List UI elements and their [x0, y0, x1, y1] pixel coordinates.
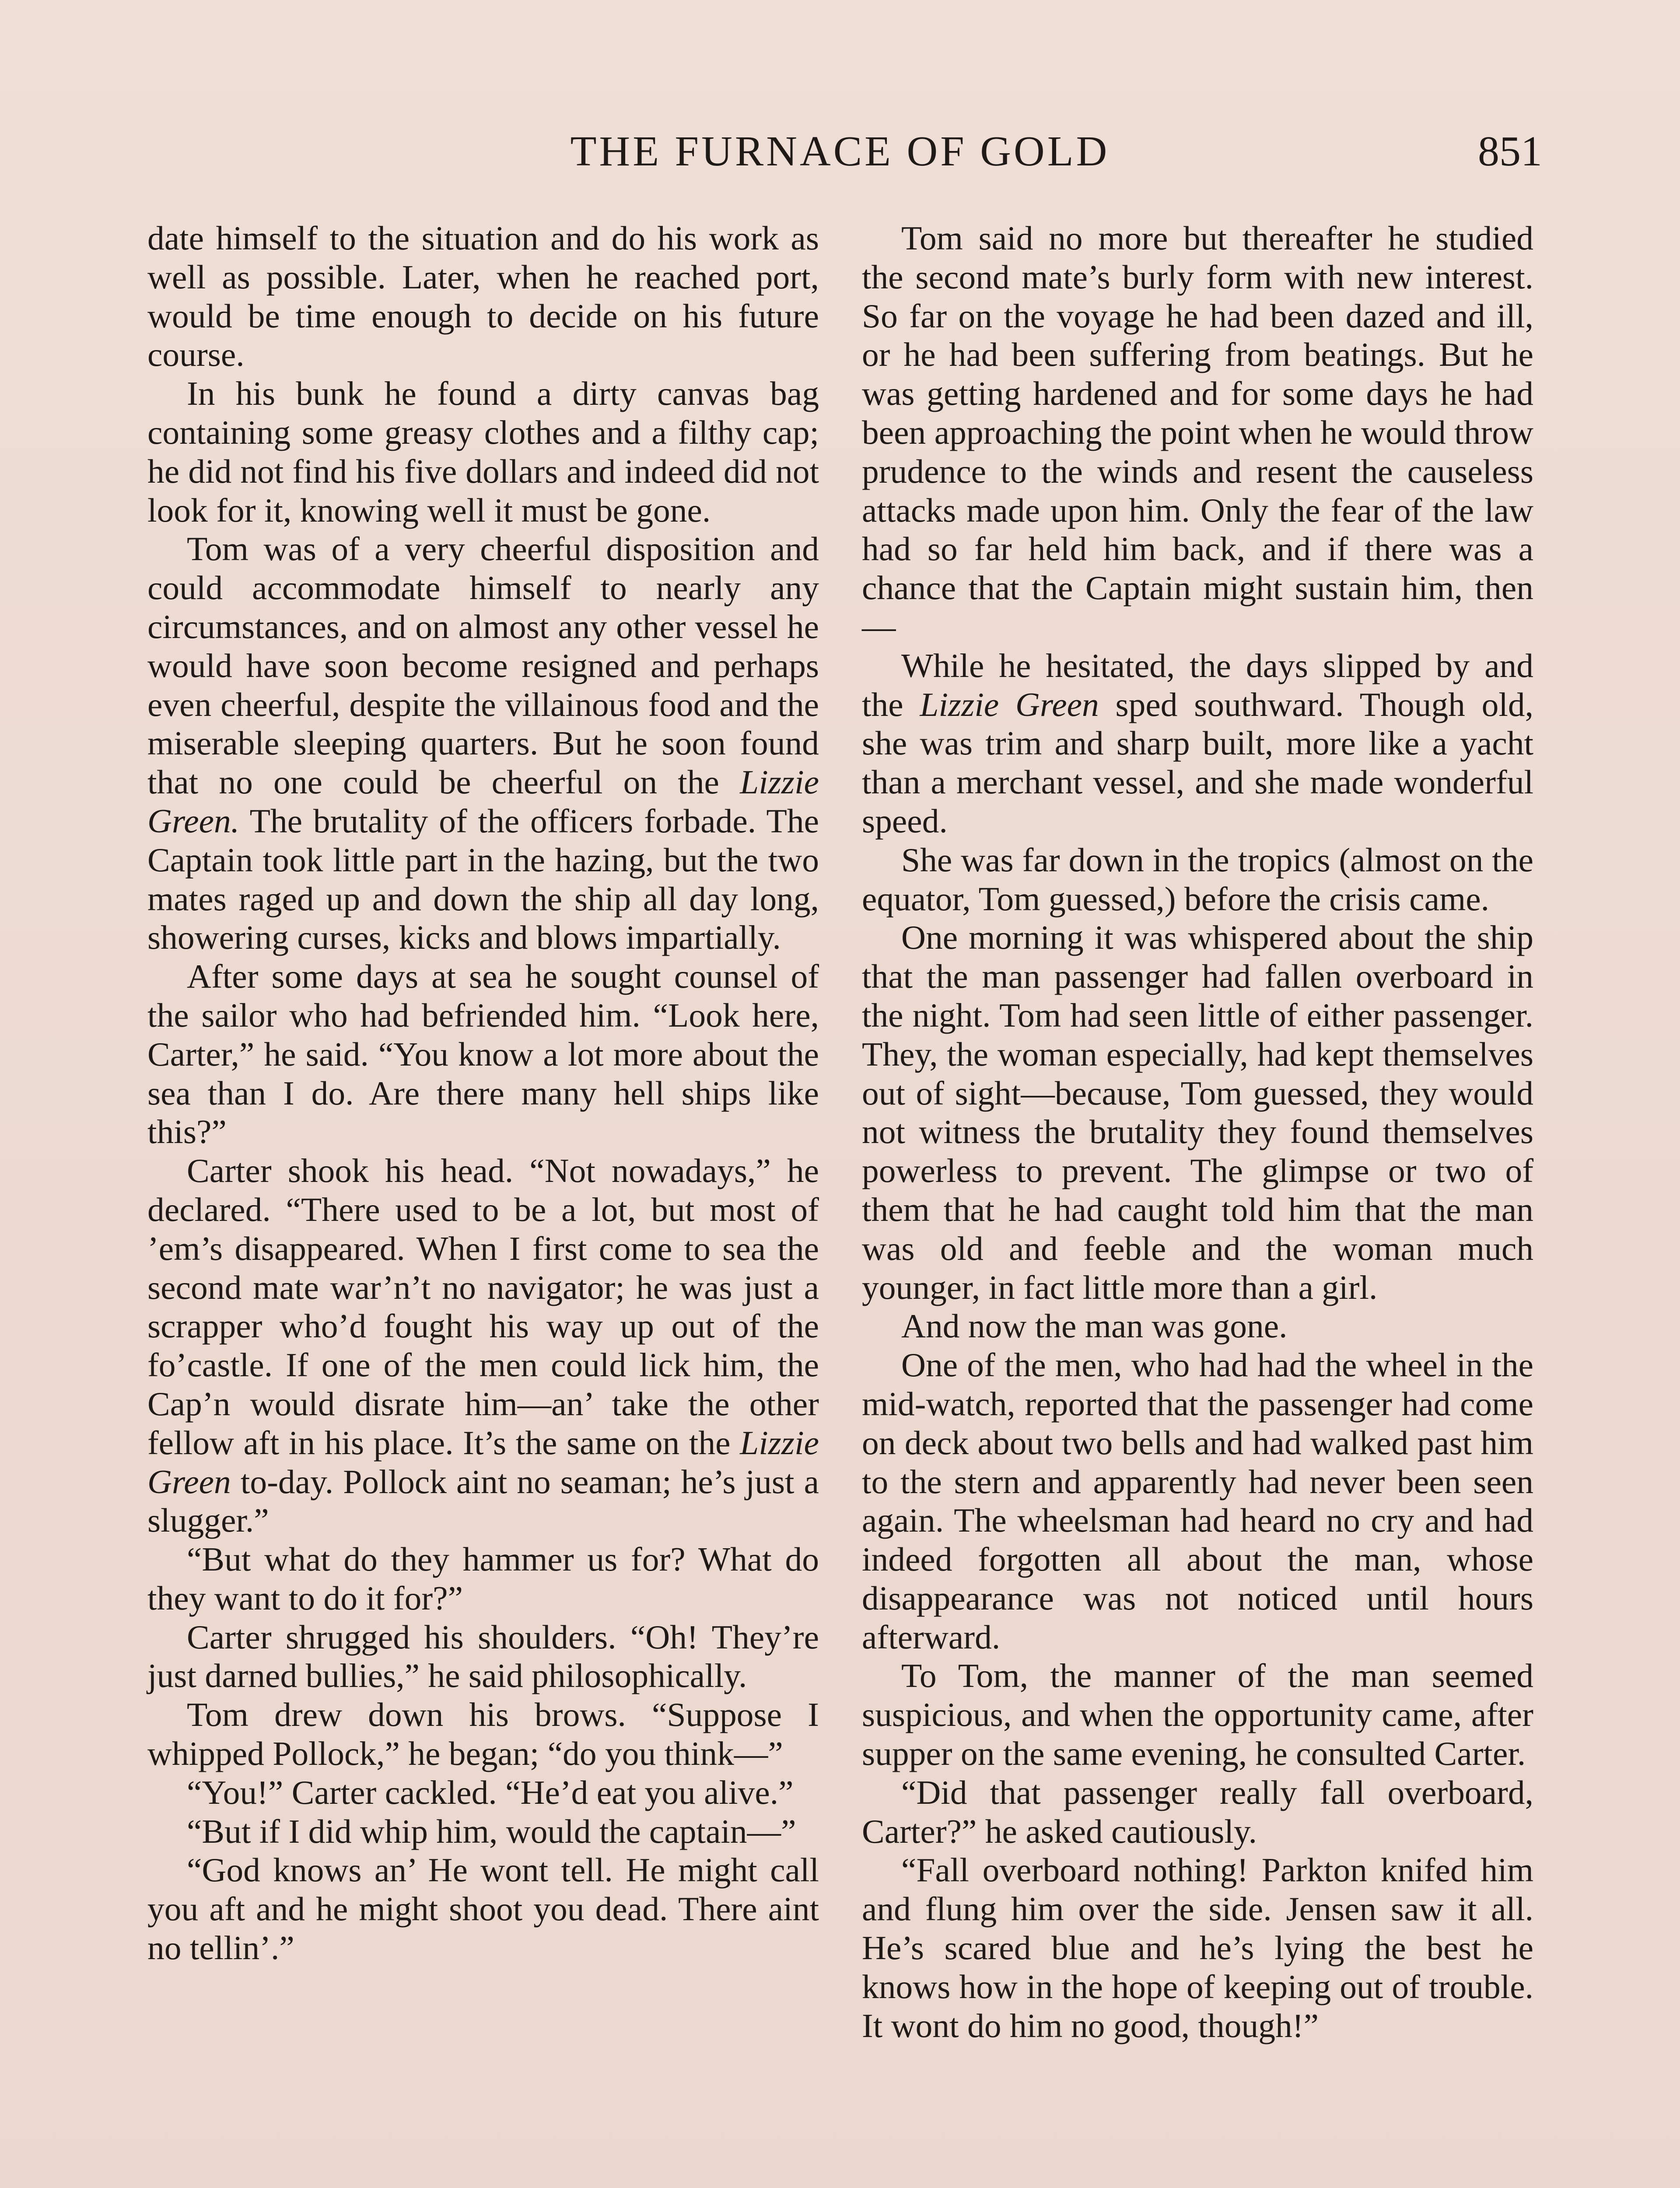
paragraph: date himself to the situation and do his work as well as possible. Later, when he reached port, would be time enough to decide on his future course. — [147, 219, 819, 374]
paragraph: Tom said no more but thereafter he studied the second mate’s burly form with new interest. So far on the voyage he had been dazed and ill, or he had been suffering from beatings. But he was getting hardened and for some days he had been approaching the point when he would throw prudence to the winds and resent the causeless attacks made upon him. Only the fear of the law had so far held him back, and if there was a chance that the Captain might sustain him, then— — [862, 219, 1533, 645]
paragraph: Tom drew down his brows. “Suppose I whipped Pollock,” he began; “do you think—” — [147, 1696, 819, 1773]
paragraph: “But what do they hammer us for? What do they want to do it for?” — [147, 1540, 819, 1617]
paragraph: “But if I did whip him, would the captain—” — [187, 1812, 796, 1850]
paragraph: Carter shook his head. “Not nowadays,” he declared. “There used to be a lot, but most of ’em’s disappeared. When I first come to sea the second mate war’n’t no navigator; he was just a scrapper who’d fought his way up out of the fo’castle. If one of the men could lick him, the Cap’n would disrate him—an’ take the other fellow aft in his place. It’s the same on the Lizzie Green to-day. Pollock aint no seaman; he’s just a slugger.” — [147, 1152, 819, 1539]
paragraph: “You!” Carter cackled. “He’d eat you alive.” — [187, 1773, 794, 1811]
paragraph: Carter shrugged his shoulders. “Oh! They’re just darned bullies,” he said philosophically. — [147, 1618, 819, 1695]
ship-name: Lizzie Green — [147, 1424, 819, 1501]
paragraph: “Did that passenger really fall overboard, Carter?” he asked cautiously. — [862, 1773, 1533, 1850]
paragraph: One morning it was whispered about the ship that the man passenger had fallen overboard in the night. Tom had seen little of either passenger. They, the woman especially, had kept themselves out of sight—because, Tom guessed, they would not witness the brutality they found themselves powerless to prevent. The glimpse or two of them that he had caught told him that the man was old and feeble and the woman much younger, in fact little more than a girl. — [862, 919, 1533, 1306]
paragraph: “God knows an’ He wont tell. He might call you aft and he might shoot you dead. There aint no tellin’.” — [147, 1851, 819, 1967]
left-column — [147, 219, 819, 1967]
paragraph: One of the men, who had had the wheel in the mid-watch, reported that the passenger had come on deck about two bells and had walked past him to the stern and apparently had never been seen again. The wheelsman had heard no cry and had indeed forgotten all about the man, whose disappearance was not noticed until hours afterward. — [862, 1346, 1533, 1656]
paragraph: In his bunk he found a dirty canvas bag containing some greasy clothes and a filthy cap; he did not find his five dollars and indeed did not look for it, knowing well it must be gone. — [147, 375, 819, 529]
paragraph: Tom was of a very cheerful disposition and could accommodate himself to nearly any circumstances, and on almost any other vessel he would have soon become resigned and perhaps even cheerful, despite the villainous food and the miserable sleeping quarters. But he soon found that no one could be cheerful on the Lizzie Green. The brutality of the officers forbade. The Captain took little part in the hazing, but the two mates raged up and down the ship all day long, showering curses, kicks and blows impartially. — [147, 530, 819, 957]
paragraph: To Tom, the manner of the man seemed suspicious, and when the opportunity came, after supper on the same evening, he consulted Carter. — [862, 1657, 1533, 1773]
paragraph: After some days at sea he sought counsel of the sailor who had befriended him. “Look here, Carter,” he said. “You know a lot more about the sea than I do. Are there many hell ships like this?” — [147, 957, 819, 1151]
right-column — [862, 219, 1533, 2045]
ship-name: Lizzie Green. — [147, 763, 819, 840]
ship-name: Lizzie Green — [920, 685, 1099, 723]
paragraph: While he hesitated, the days slipped by and the Lizzie Green sped southward. Though old, she was trim and sharp built, more like a yacht than a merchant vessel, and she made wonderful speed. — [862, 646, 1533, 840]
page-number: 851 — [1478, 128, 1542, 175]
paragraph: And now the man was gone. — [901, 1307, 1288, 1345]
running-title: THE FURNACE OF GOLD — [570, 128, 1110, 175]
paragraph: “Fall overboard nothing! Parkton knifed him and flung him over the side. Jensen saw it all. He’s scared blue and he’s lying the best he knows how in the hope of keeping out of trouble. It wont do him no good, though!” — [862, 1851, 1533, 2044]
paragraph: She was far down in the tropics (almost on the equator, Tom guessed,) before the crisis came. — [862, 841, 1533, 918]
